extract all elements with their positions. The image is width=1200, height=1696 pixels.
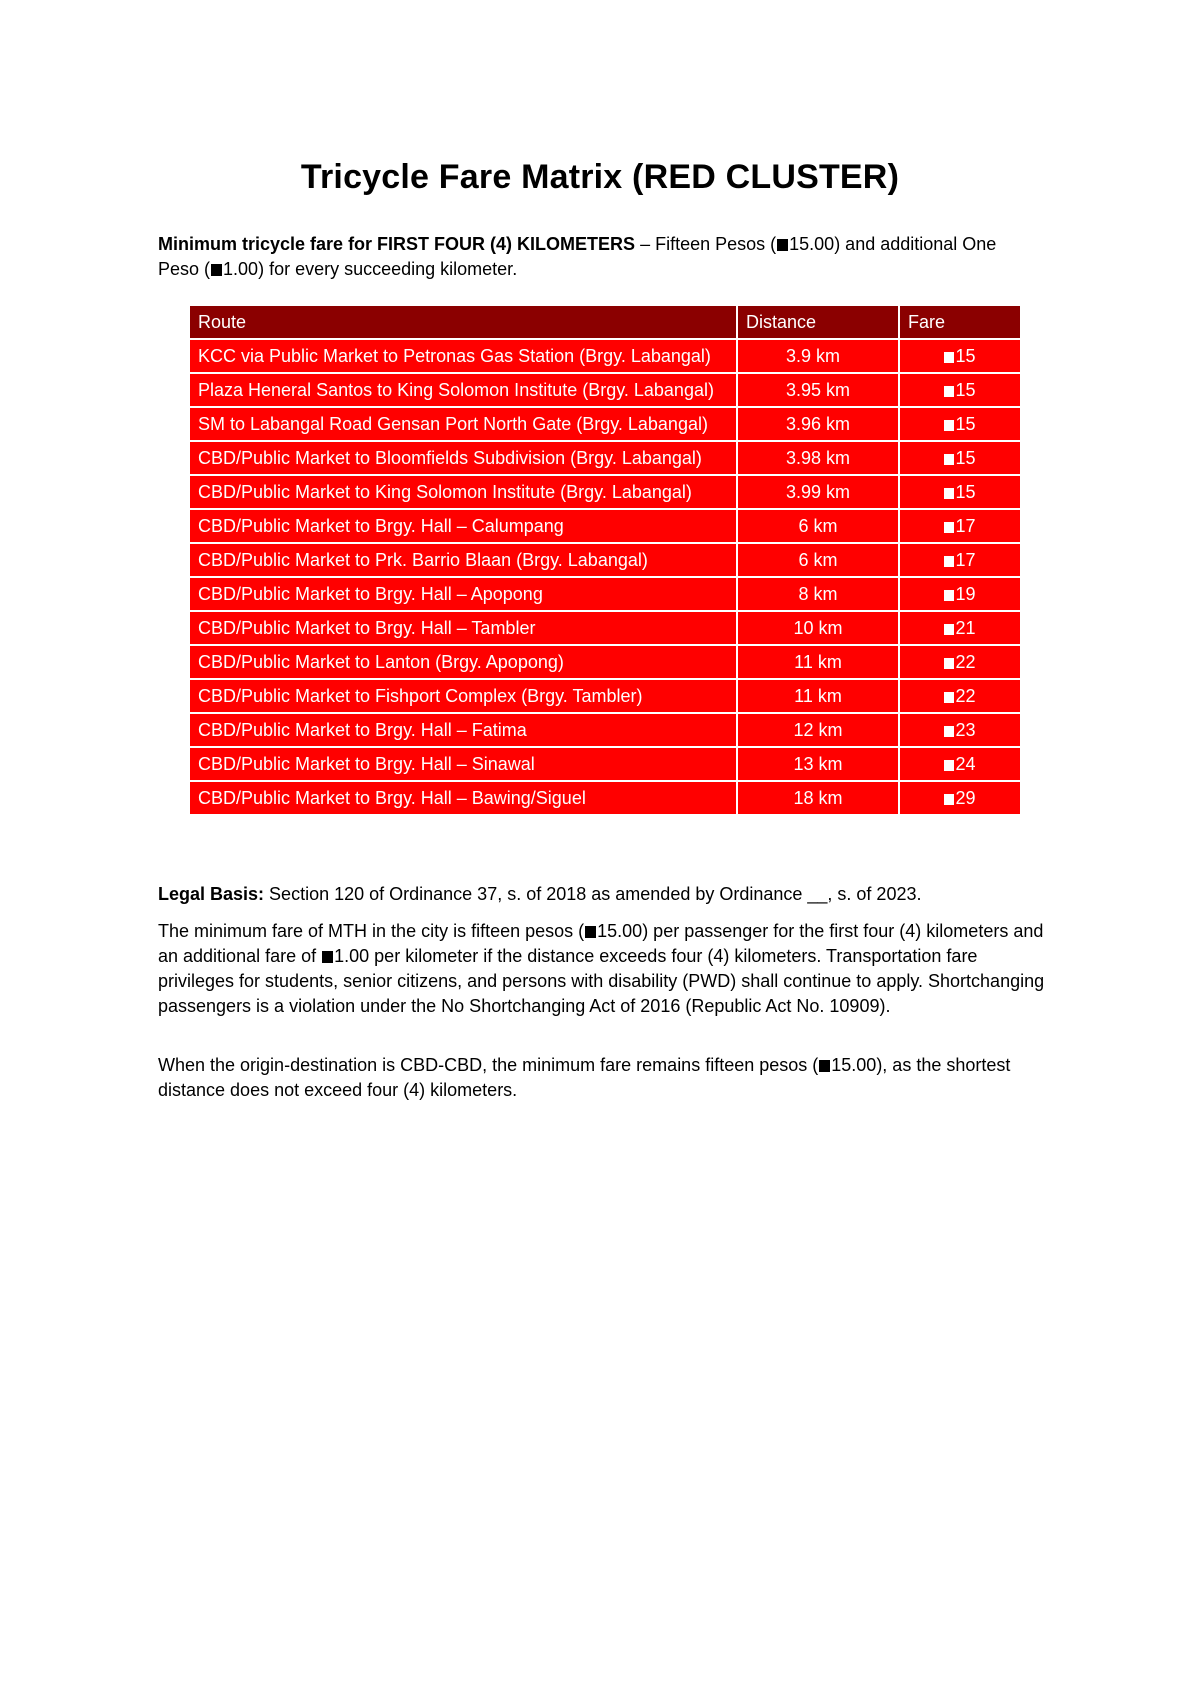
fare-cell — [899, 509, 1021, 543]
route-text: CBD/Public Market to Brgy. Hall – Calumpang — [198, 515, 564, 536]
fare-cell — [899, 373, 1021, 407]
route-text: CBD/Public Market to Brgy. Hall – Tambler — [198, 617, 536, 638]
route-text: CBD/Public Market to Bloomfields Subdivision (Brgy. Labangal) — [198, 447, 702, 468]
table-row — [189, 781, 1021, 815]
fare-value: 15 — [955, 413, 976, 434]
route-text: SM to Labangal Road Gensan Port North Gate (Brgy. Labangal) — [198, 413, 708, 434]
route-text: Plaza Heneral Santos to King Solomon Institute (Brgy. Labangal) — [198, 379, 714, 400]
fare-cell — [899, 679, 1021, 713]
fare-cell — [899, 475, 1021, 509]
fare-value: 22 — [955, 685, 976, 706]
distance-cell: 6 km — [737, 509, 899, 543]
para1-text-a: The minimum fare of MTH in the city is fifteen pesos ( — [158, 921, 585, 941]
peso-sign-icon — [211, 264, 222, 276]
route-cell — [189, 577, 737, 611]
fare-cell — [899, 339, 1021, 373]
peso-sign-icon — [944, 352, 954, 363]
intro-paragraph — [158, 232, 1038, 282]
distance-cell: 8 km — [737, 577, 899, 611]
fare-cell — [899, 577, 1021, 611]
route-cell — [189, 781, 737, 815]
route-text: CBD/Public Market to Brgy. Hall – Sinawal — [198, 753, 535, 774]
legal-basis-text: Section 120 of Ordinance 37, s. of 2018 as amended by Ordinance __, s. of 2023. — [264, 884, 922, 904]
legal-basis-label: Legal Basis: — [158, 884, 265, 904]
route-text: CBD/Public Market to Brgy. Hall – Fatima — [198, 719, 527, 740]
fare-cell — [899, 781, 1021, 815]
route-cell — [189, 713, 737, 747]
route-cell — [189, 407, 737, 441]
table-row — [189, 373, 1021, 407]
peso-sign-icon — [944, 624, 954, 635]
peso-sign-icon — [944, 794, 954, 805]
minimum-fare-paragraph — [158, 919, 1058, 1019]
distance-cell: 13 km — [737, 747, 899, 781]
intro-text-a: – Fifteen Pesos ( — [635, 234, 777, 254]
route-text: CBD/Public Market to Brgy. Hall – Bawing/Siguel — [198, 787, 586, 808]
table-row — [189, 339, 1021, 373]
para1-amount-a: 15.00 — [597, 921, 643, 941]
fare-value: 17 — [955, 515, 976, 536]
peso-sign-icon — [777, 239, 788, 251]
table-row — [189, 441, 1021, 475]
intro-text-c: ) for every succeeding kilometer. — [258, 259, 518, 279]
fare-cell — [899, 441, 1021, 475]
distance-cell: 3.98 km — [737, 441, 899, 475]
table-row — [189, 577, 1021, 611]
table-row — [189, 475, 1021, 509]
fare-value: 19 — [955, 583, 976, 604]
distance-cell: 11 km — [737, 679, 899, 713]
route-text: CBD/Public Market to Fishport Complex (Brgy. Tambler) — [198, 685, 643, 706]
fare-value: 15 — [955, 447, 976, 468]
route-text: CBD/Public Market to King Solomon Institute (Brgy. Labangal) — [198, 481, 692, 502]
fare-value: 22 — [955, 651, 976, 672]
peso-sign-icon — [944, 488, 954, 499]
fare-cell — [899, 747, 1021, 781]
table-row — [189, 611, 1021, 645]
peso-sign-icon — [944, 658, 954, 669]
distance-cell: 6 km — [737, 543, 899, 577]
fare-cell — [899, 543, 1021, 577]
distance-cell: 3.96 km — [737, 407, 899, 441]
header-distance: Distance — [737, 305, 899, 339]
para1-text-c: per kilometer if the distance exceeds four (4) kilometers. Transportation fare privileges for students, senior citizens, and persons with disability (PWD) shall continue to apply. Shortchanging passengers is a violation under the No Shortchanging Act of 2016 (Republic Act No. 10909). — [158, 946, 1045, 1016]
route-cell — [189, 441, 737, 475]
distance-cell: 12 km — [737, 713, 899, 747]
header-fare: Fare — [899, 305, 1021, 339]
route-cell — [189, 339, 737, 373]
table-row — [189, 679, 1021, 713]
route-cell — [189, 747, 737, 781]
distance-cell: 3.99 km — [737, 475, 899, 509]
peso-sign-icon — [944, 760, 954, 771]
para1-text-b: ) per passenger for the first four (4) kilometers and an additional fare of — [158, 921, 1044, 966]
peso-sign-icon — [819, 1060, 830, 1072]
table-row — [189, 509, 1021, 543]
table-body — [189, 339, 1021, 815]
fare-value: 23 — [955, 719, 976, 740]
table-row — [189, 747, 1021, 781]
table-header-row — [189, 305, 1021, 339]
table-row — [189, 543, 1021, 577]
intro-amount-a: 15.00 — [789, 234, 835, 254]
fare-value: 15 — [955, 379, 976, 400]
fare-cell — [899, 645, 1021, 679]
distance-cell: 18 km — [737, 781, 899, 815]
route-cell — [189, 509, 737, 543]
route-text: CBD/Public Market to Brgy. Hall – Apopong — [198, 583, 543, 604]
para1-amount-b: 1.00 — [334, 946, 370, 966]
peso-sign-icon — [322, 951, 333, 963]
fare-value: 17 — [955, 549, 976, 570]
distance-cell: 3.95 km — [737, 373, 899, 407]
peso-sign-icon — [944, 556, 954, 567]
para2-amount-a: 15.00 — [831, 1055, 877, 1075]
peso-sign-icon — [944, 726, 954, 737]
fare-value: 21 — [955, 617, 976, 638]
route-cell — [189, 611, 737, 645]
distance-cell: 10 km — [737, 611, 899, 645]
header-route: Route — [189, 305, 737, 339]
peso-sign-icon — [944, 420, 954, 431]
fare-value: 29 — [955, 787, 976, 808]
fare-value: 15 — [955, 481, 976, 502]
fare-cell — [899, 407, 1021, 441]
legal-basis — [158, 882, 1058, 907]
intro-text-b: ) and additional One Peso ( — [158, 234, 997, 279]
peso-sign-icon — [944, 590, 954, 601]
route-cell — [189, 543, 737, 577]
route-text: CBD/Public Market to Lanton (Brgy. Apopong) — [198, 651, 564, 672]
peso-sign-icon — [585, 926, 596, 938]
para2-text-a: When the origin-destination is CBD-CBD, the minimum fare remains fifteen pesos ( — [158, 1055, 819, 1075]
cbd-fare-paragraph — [158, 1053, 1058, 1103]
fare-value: 15 — [955, 345, 976, 366]
route-cell — [189, 679, 737, 713]
peso-sign-icon — [944, 692, 954, 703]
fare-value: 24 — [955, 753, 976, 774]
route-cell — [189, 645, 737, 679]
route-text: CBD/Public Market to Prk. Barrio Blaan (Brgy. Labangal) — [198, 549, 648, 570]
distance-cell: 3.9 km — [737, 339, 899, 373]
para2-text-b: ), as the shortest distance does not exceed four (4) kilometers. — [158, 1055, 1011, 1100]
document-title: Tricycle Fare Matrix (RED CLUSTER) — [300, 158, 900, 196]
peso-sign-icon — [944, 386, 954, 397]
fare-matrix-table — [188, 304, 1022, 816]
route-text: KCC via Public Market to Petronas Gas Station (Brgy. Labangal) — [198, 345, 711, 366]
peso-sign-icon — [944, 454, 954, 465]
route-cell — [189, 475, 737, 509]
peso-sign-icon — [944, 522, 954, 533]
table-row — [189, 713, 1021, 747]
fare-cell — [899, 611, 1021, 645]
table-row — [189, 407, 1021, 441]
route-cell — [189, 373, 737, 407]
distance-cell: 11 km — [737, 645, 899, 679]
fare-cell — [899, 713, 1021, 747]
table-row — [189, 645, 1021, 679]
intro-bold-lead: Minimum tricycle fare for FIRST FOUR (4) KILOMETERS — [158, 234, 636, 254]
intro-amount-b: 1.00 — [223, 259, 259, 279]
